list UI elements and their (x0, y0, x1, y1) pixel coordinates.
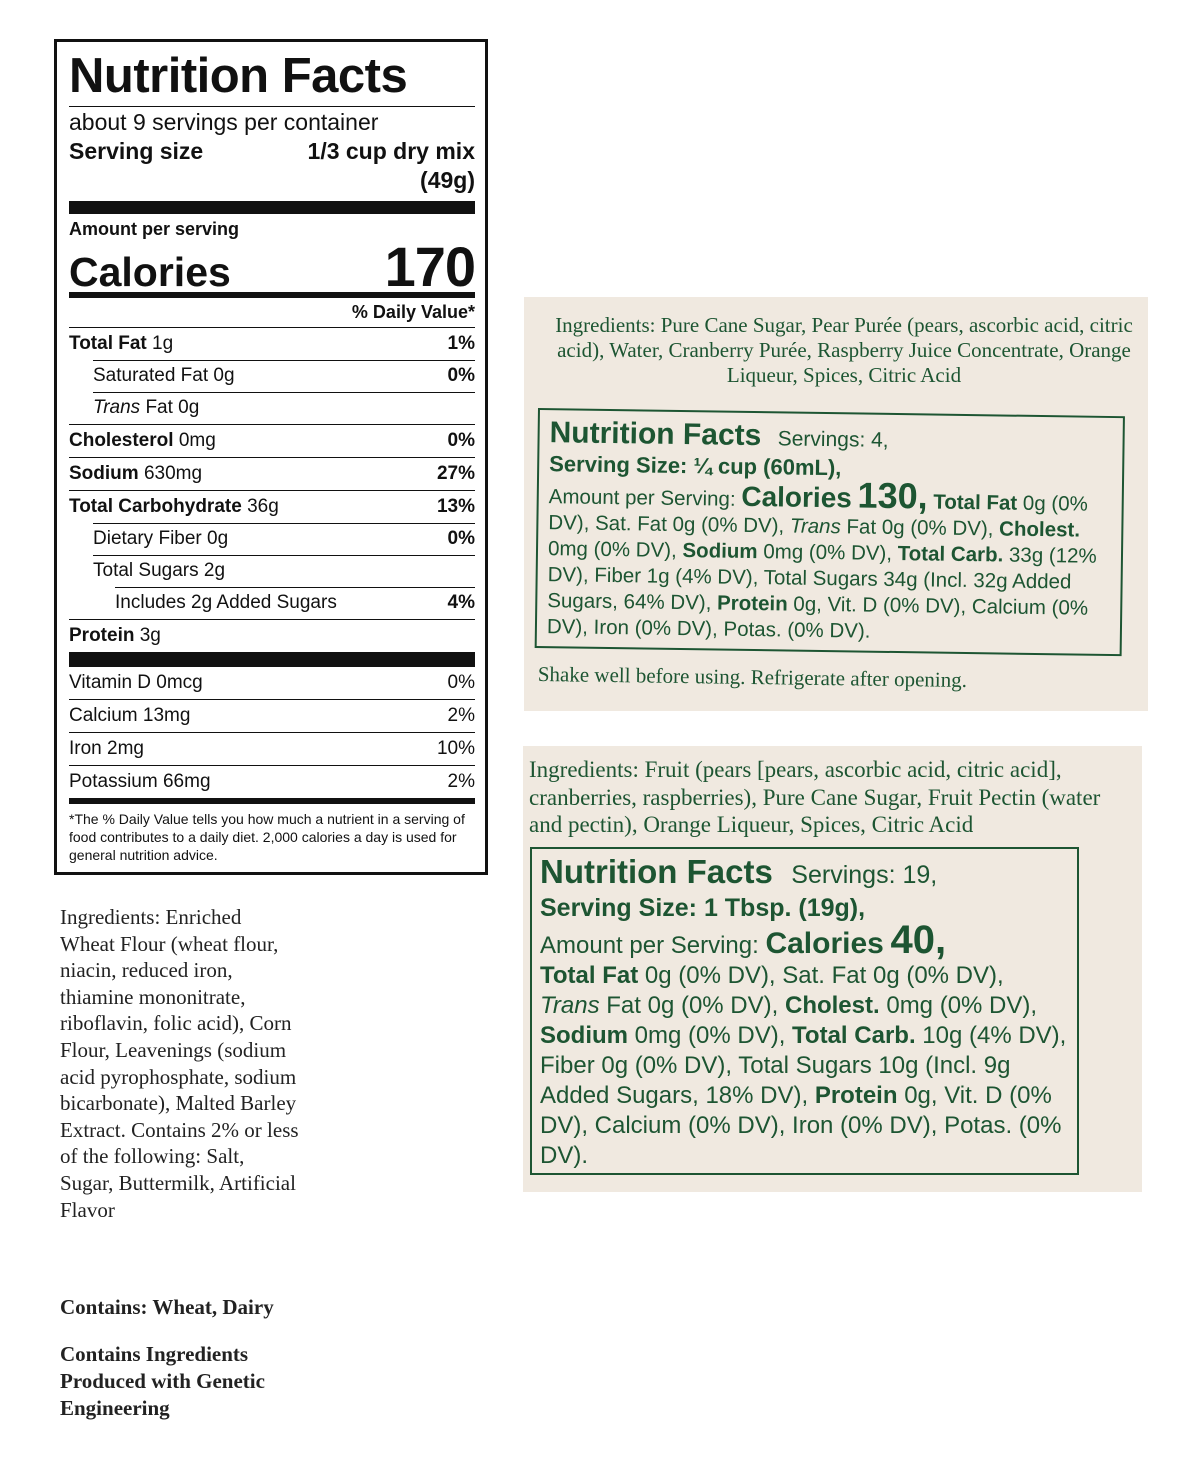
nutrient-row-saturated-fat: Saturated Fat 0g 0% (93, 360, 475, 392)
nutrient-row-trans-fat: Trans Fat 0g (93, 392, 475, 424)
allergen-statement: Contains: Wheat, Dairy (60, 1295, 274, 1319)
ingredients-text: Ingredients: Enriched Wheat Flour (wheat flour, niacin, reduced iron, thiamine mononitrate, riboflavin, folic acid), Corn Flour, Leavenings (sodium acid pyrophosphate, sodium bicarbonate), Malted Barley Extract. Contains 2% or less of the following: Salt, Sugar, Buttermilk, Artificial Flavor (60, 905, 299, 1222)
calories-label: Calories (69, 249, 231, 295)
vitamin-row-vitamin-d: Vitamin D 0mcg 0% (69, 672, 475, 693)
genetic-engineering-statement: Contains Ingredients Produced with Genetic Engineering (60, 1342, 265, 1420)
nutrition-facts-label (54, 39, 488, 875)
serving-size-value: 1/3 cup dry mix (307, 138, 475, 164)
serving-size-grams: (49g) (420, 167, 475, 193)
vitamin-row-iron: Iron 2mg 10% (69, 732, 475, 765)
amount-per-serving: Amount per serving (69, 219, 240, 239)
panel1-nutrient-text: Amount per Serving: Calories 130, Total Fat 0g (0% DV), Sat. Fat 0g (0% DV), Trans Fat 0g (0% DV), Cholest. 0mg (0% DV), Sodium 0mg (0% DV), Total Carb. 33g (12% DV), Fiber 1g (4% DV), Total Sugars 34g (Incl. 32g Added Sugars, 64% DV), Protein 0g, Vit. D (0% DV), Calcium (0% DV), Iron (0% DV), Potas. (0% DV). (546, 474, 1097, 643)
panel2-nutrition-box (530, 847, 1079, 1175)
daily-value-footnote: *The % Daily Value tells you how much a nutrient in a serving of food contributes to a daily diet. 2,000 calories a day is used for general nutrition advice. (69, 811, 465, 863)
panel1-storage-instructions: Shake well before using. Refrigerate after opening. (537, 662, 968, 692)
vitamin-row-potassium: Potassium 66mg 2% (69, 765, 475, 798)
nutrient-row-total-fat: Total Fat 1g 1% (69, 327, 475, 360)
panel1-serving-size: Serving Size: ¼ cup (60mL), (549, 451, 842, 481)
vitamin-row-calcium: Calcium 13mg 2% (69, 699, 475, 732)
product-panel-1 (524, 297, 1148, 711)
servings-per-container: about 9 servings per container (69, 109, 379, 135)
panel1-servings: Servings: 4, (777, 427, 889, 452)
label-title: Nutrition Facts (69, 49, 408, 103)
panel2-title: Nutrition Facts (540, 853, 773, 890)
panel2-serving-size: Serving Size: 1 Tbsp. (19g), (540, 894, 866, 922)
panel1-nutrition-box (535, 408, 1125, 656)
nutrient-row-added-sugars: Includes 2g Added Sugars 4% (115, 587, 475, 619)
nutrient-row-total-sugars: Total Sugars 2g (93, 555, 475, 587)
calories-row (69, 234, 475, 298)
daily-value-header: % Daily Value* (351, 302, 475, 322)
product-panel-2 (523, 746, 1142, 1192)
nutrient-row-dietary-fiber: Dietary Fiber 0g 0% (93, 523, 475, 555)
nutrient-row-total-carbohydrate: Total Carbohydrate 36g 13% (69, 490, 475, 523)
nutrient-row-protein: Protein 3g (69, 619, 475, 652)
nutrient-row-sodium: Sodium 630mg 27% (69, 457, 475, 490)
panel1-title: Nutrition Facts (549, 416, 762, 453)
calories-value: 170 (384, 235, 475, 298)
panel1-ingredients: Ingredients: Pure Cane Sugar, Pear Purée (pears, ascorbic acid, citric acid), Water, Cranberry Purée, Raspberry Juice Concentrate, Orange Liqueur, Spices, Citric Acid (555, 313, 1133, 387)
serving-size-label: Serving size (69, 138, 204, 164)
nutrient-row-cholesterol: Cholesterol 0mg 0% (69, 424, 475, 457)
panel2-nutrient-text: Amount per Serving: Calories 40, Total Fat 0g (0% DV), Sat. Fat 0g (0% DV), Trans Fat 0g (0% DV), Cholest. 0mg (0% DV), Sodium 0mg (0% DV), Total Carb. 10g (4% DV), Fiber 0g (0% DV), Total Sugars 10g (Incl. 9g Added Sugars, 18% DV), Protein 0g, Vit. D (0% DV), Calcium (0% DV), Iron (0% DV), Potas. (0% DV). (540, 918, 1067, 1169)
panel2-servings: Servings: 19, (791, 861, 938, 889)
serving-size-row (69, 137, 475, 165)
panel2-ingredients: Ingredients: Fruit (pears [pears, ascorbic acid, citric acid], cranberries, raspberries), Pure Cane Sugar, Fruit Pectin (water and pectin), Orange Liqueur, Spices, Citric Acid (529, 757, 1101, 837)
